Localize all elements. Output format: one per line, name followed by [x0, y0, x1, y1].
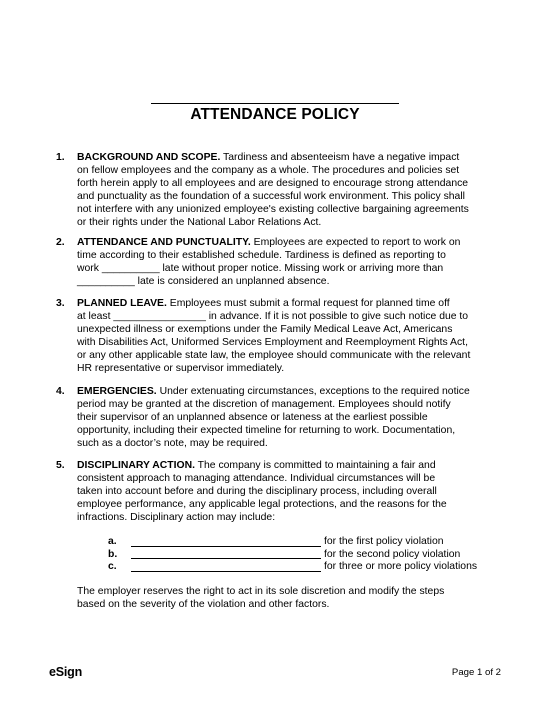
section-line: unexpected illness or exemptions under the Family Medical Leave Act, Americans — [77, 324, 453, 335]
section-line: __________ late is considered an unplanned absence. — [77, 276, 330, 287]
section-line: opportunity, including their expected timeline for returning to work. Documentation, — [77, 425, 456, 436]
section-body — [77, 459, 489, 524]
fill-in-blank-line — [131, 558, 321, 559]
section-line: Employees must submit a formal request for planned time off — [166, 298, 450, 309]
section-body — [77, 151, 489, 229]
fill-in-blank-line — [131, 571, 321, 572]
section-line: Employees are expected to report to work on — [250, 237, 461, 248]
section-number: 3. — [56, 298, 65, 309]
section-line: Tardiness and absenteeism have a negative impact — [220, 152, 460, 163]
section-heading: ATTENDANCE AND PUNCTUALITY. — [77, 237, 251, 248]
section-line: or their rights under the National Labor Relations Act. — [77, 217, 322, 228]
closing-paragraph — [77, 585, 444, 611]
section-body — [77, 385, 489, 450]
closing-line: based on the severity of the violation and other factors. — [77, 599, 330, 610]
list-item-text: for the second policy violation — [324, 548, 461, 560]
section-number: 1. — [56, 152, 65, 163]
fill-in-blank-line — [131, 546, 321, 547]
section-line: Under extenuating circumstances, exceptions to the required notice — [156, 386, 470, 397]
section-number: 2. — [56, 237, 65, 248]
page-number: Page 1 of 2 — [451, 667, 501, 678]
section-number: 4. — [56, 386, 65, 397]
section-line: period may be granted at the discretion of management. Employees should notify — [77, 399, 451, 410]
page-title: ATTENDANCE POLICY — [190, 106, 360, 123]
section-line: such as a doctor’s note, may be required. — [77, 438, 268, 449]
section-heading: DISCIPLINARY ACTION. — [77, 460, 195, 471]
section-number: 5. — [56, 460, 65, 471]
esign-logo: eSign — [49, 665, 83, 679]
list-item-letter: c. — [108, 561, 117, 572]
section-heading: BACKGROUND AND SCOPE. — [77, 152, 221, 163]
list-item-text: for three or more policy violations — [324, 561, 478, 572]
section-body — [77, 297, 489, 375]
section-line: and punctuality as the foundation of a successful work environment. This policy shall — [77, 191, 465, 202]
section-line: infractions. Disciplinary action may include: — [77, 512, 276, 523]
section-heading: PLANNED LEAVE. — [77, 298, 167, 309]
section-heading: EMERGENCIES. — [77, 386, 157, 397]
section-line: at least ________________ in advance. If it is not possible to give such notice due to — [77, 311, 469, 322]
section-body — [77, 236, 489, 288]
section-line: with Disabilities Act, Uniformed Services Employment and Reemployment Rights Act, — [77, 337, 468, 348]
list-item — [0, 535, 550, 548]
section-line: employee performance, any applicable legal protections, and the reasons for the — [77, 499, 447, 510]
list-item-letter: a. — [108, 536, 117, 547]
section-line: The company is committed to maintaining a fair and — [194, 460, 436, 471]
section-line: or any other applicable state law, the employee should communicate with the relevant — [77, 350, 471, 361]
list-item-letter: b. — [108, 548, 118, 560]
section-line: their supervisor of an unplanned absence or lateness at the earliest possible — [77, 412, 428, 423]
closing-line: The employer reserves the right to act in its sole discretion and modify the steps — [77, 586, 445, 597]
section-line: consistent approach to managing attendance. Individual circumstances will be — [77, 473, 436, 484]
section-line: HR representative or supervisor immediately. — [77, 363, 285, 374]
section-line: time according to their established schedule. Tardiness is defined as reporting to — [77, 250, 446, 261]
section-line: forth herein apply to all employees and are designed to encourage strong attendance — [77, 178, 469, 189]
section-line: taken into account before and during the disciplinary process, including overall — [77, 486, 437, 497]
list-item — [0, 548, 550, 561]
section-line: not interfere with any unionized employee's existing collective bargaining agreements — [77, 204, 469, 215]
section-line: on fellow employees and the company as a whole. The procedures and policies set — [77, 165, 460, 176]
list-item-text: for the first policy violation — [324, 536, 444, 547]
section-line: work __________ late without proper notice. Missing work or arriving more than — [77, 263, 444, 274]
list-item — [0, 560, 550, 573]
title-rule — [151, 103, 399, 104]
